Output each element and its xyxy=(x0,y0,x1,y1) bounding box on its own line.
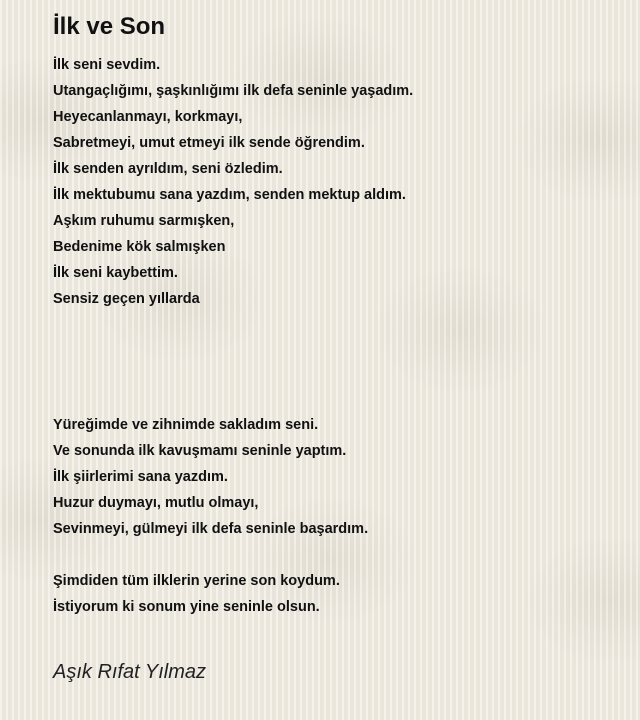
poem-stanza-2 xyxy=(53,412,368,542)
poem-line: Şimdiden tüm ilklerin yerine son koydum. xyxy=(53,573,340,589)
poem-line: Utangaçlığımı, şaşkınlığımı ilk defa seninle yaşadım. xyxy=(53,83,414,99)
poem-line: Sensiz geçen yıllarda xyxy=(53,291,200,307)
poem-line: İlk seni sevdim. xyxy=(53,57,161,73)
poem-line: İlk senden ayrıldım, seni özledim. xyxy=(53,161,283,177)
poem-line: Bedenime kök salmışken xyxy=(53,239,226,255)
poem-title: İlk ve Son xyxy=(53,13,166,40)
poem-line: İlk mektubumu sana yazdım, senden mektup aldım. xyxy=(53,187,406,203)
poem-line: Yüreğimde ve zihnimde sakladım seni. xyxy=(53,417,319,433)
poem-line: İstiyorum ki sonum yine seninle olsun. xyxy=(53,599,320,615)
poem-line: İlk şiirlerimi sana yazdım. xyxy=(53,469,228,485)
poem-stanza-1 xyxy=(53,52,413,312)
poem-line: Huzur duymayı, mutlu olmayı, xyxy=(53,495,259,511)
poem-line: Heyecanlanmayı, korkmayı, xyxy=(53,109,243,125)
poem-stanza-3 xyxy=(53,568,340,620)
poem-line: Sevinmeyi, gülmeyi ilk defa seninle başardım. xyxy=(53,521,369,537)
poem-line: Aşkım ruhumu sarmışken, xyxy=(53,213,235,229)
poem-author: Aşık Rıfat Yılmaz xyxy=(53,661,207,683)
poem-line: Ve sonunda ilk kavuşmamı seninle yaptım. xyxy=(53,443,347,459)
poem-line: İlk seni kaybettim. xyxy=(53,265,178,281)
poem-line: Sabretmeyi, umut etmeyi ilk sende öğrendim. xyxy=(53,135,365,151)
